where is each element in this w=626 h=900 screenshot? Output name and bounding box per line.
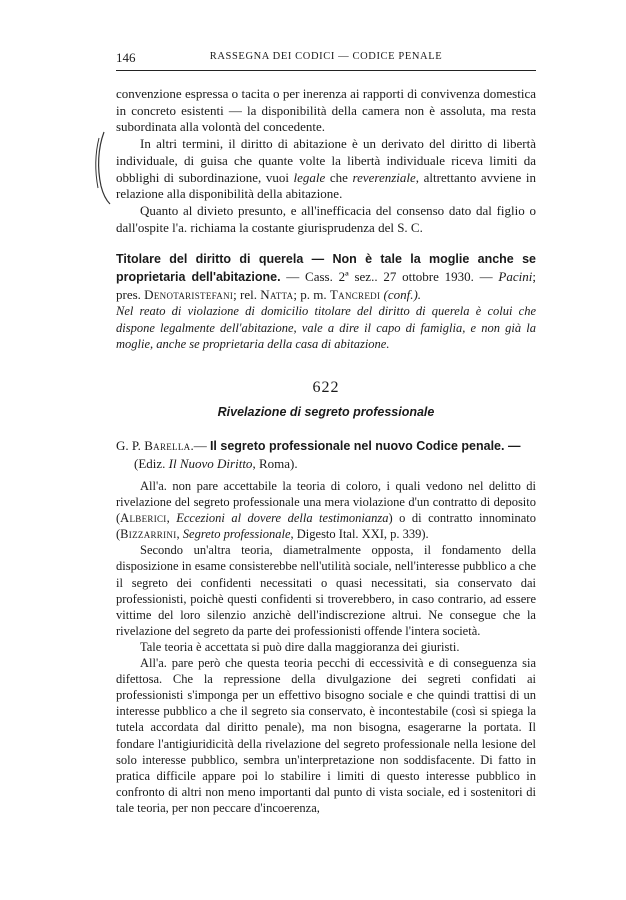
article-body [116, 478, 536, 816]
decision-title: Titolare del diritto di querela — Non è tale la moglie anche se proprietaria dell'abitazione. [116, 252, 536, 284]
reference-edition: (Ediz. Il Nuovo Diritto, Roma). [134, 456, 298, 471]
paragraph: All'a. pare però che questa teoria pecchi di eccessività e di conseguenza sia difettosa. Che la repressione della divulgazione dei segreti confidati ai professionisti s'imponga per un effettivo bisogno sociale e che quindi trattisi di un interesse pubblico a che il segreto sia conservato, è incontestabile (così si spiega la tutela accordata dal diritto penale), ma non bisogna, esagerarne la portata. Il fondare l'antigiuridicità della rivelazione del segreto professionale nella lesione del solo interesse pubblico, sembra un'interpretazione non soddisfacente. Di fatto in pratica difficile appare poi lo stabilire i limiti di questo interesse pubblico in confronto di altri non meno importanti dal punto di vista sociale, ed i sostenitori di tale teoria, per non peccare d'incoerenza, [116, 656, 536, 815]
handwritten-margin-marks [92, 128, 114, 208]
continuation-text [116, 86, 536, 236]
header-rule [116, 70, 536, 71]
running-title: RASSEGNA DEI CODICI — CODICE PENALE [209, 51, 443, 62]
bibliographic-reference: G. P. Barella.— Il segreto professionale nel nuovo Codice penale. — (Ediz. Il Nuovo Diritto, Roma). [116, 437, 536, 472]
decision-heading: Titolare del diritto di querela — Non è tale la moglie anche se proprietaria dell'abitazione. — Cass. 2ª sez.. 27 ottobre 1930. — Pacini; pres. Denotaristefani; rel. Natta; p. m. Tancredi (conf.). [116, 252, 536, 302]
paragraph: In altri termini, il diritto di abitazione è un derivato del diritto di libertà individuale, di guisa che quante volte la libertà individuale riceva limiti da obblighi di subordinazione, vuoi legale che reverenziale, altrettanto avviene in relazione alla disponibilità della abitazione. [116, 136, 537, 202]
paragraph: Quanto al divieto presunto, e all'inefficacia del consenso dato dal figlio o dall'ospite l'a. richiama la costante giurisprudenza del S. C. [116, 202, 536, 235]
reference-title: Il segreto professionale nel nuovo Codice penale. — [209, 439, 521, 453]
paragraph: Tale teoria è accettata si può dire dalla maggioranza dei giuristi. [140, 639, 460, 654]
page-number: 146 [116, 50, 136, 65]
paragraph: convenzione espressa o tacita o per inerenza ai rapporti di convivenza domestica in concreto esistenti — la disponibilità della camera non è assoluta, ma resta subordinata alla volontà del concedente. [116, 86, 536, 135]
section-title: Rivelazione di segreto professionale [217, 405, 435, 419]
article-number: 622 [312, 379, 340, 396]
decision-summary: Nel reato di violazione di domicilio titolare del diritto di querela è colui che dispone legalmente dell'abitazione, vale a dire il capo di famiglia, e non già la moglie, anche se proprietaria della casa di abitazione. [116, 304, 536, 351]
paragraph: All'a. non pare accettabile la teoria di coloro, i quali vedono nel delitto di rivelazione del segreto professionale una mera violazione d'un contratto di deposito (Alberici, Eccezioni al dovere della testimonianza) o di contratto innominato (Bizzarrini, Segreto professionale, Digesto Ital. XXI, p. 339). [116, 479, 536, 542]
page-header [116, 50, 536, 68]
paragraph: Secondo un'altra teoria, diametralmente opposta, il fondamento della disposizione in esame consisterebbe nell'utilità sociale, nell'interesse pubblico a che il segreto dei confidenti necessitati o quasi necessitati, sia conservato dai professionisti, poichè questi confidenti si troverebbero, in caso contrario, ad essere vittime del loro silenzio anzichè dell'indiscrezione altrui. Ne consegue che la rivelazione del segreto da parte dei professionisti offende l'intera società. [116, 543, 536, 638]
